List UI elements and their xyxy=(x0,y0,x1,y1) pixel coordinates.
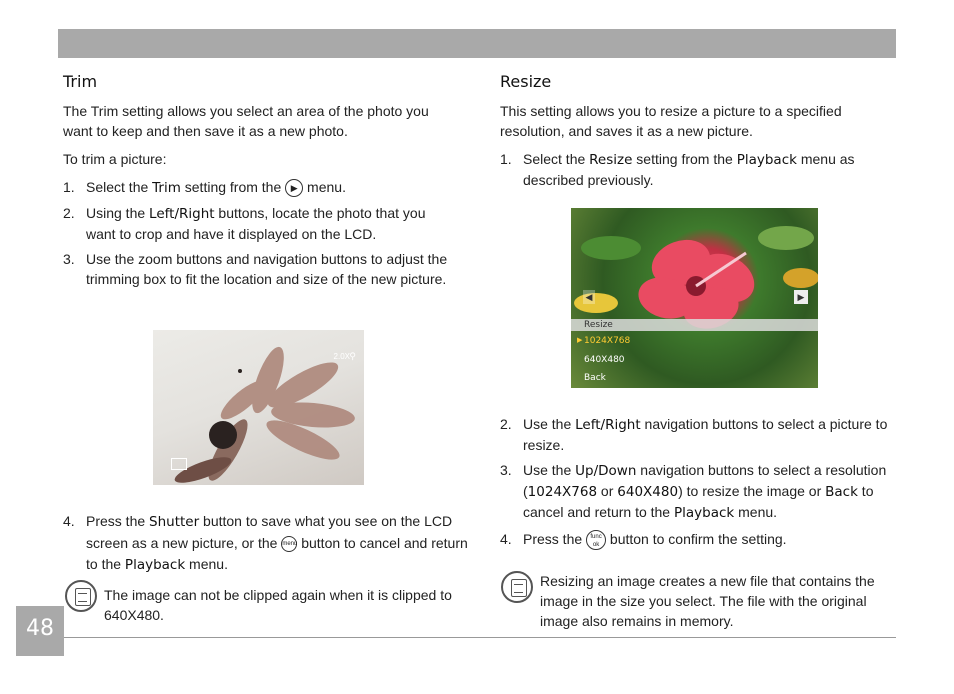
prev-arrow-icon: ◀ xyxy=(583,290,595,304)
trim-step-1: 1. Select the Trim setting from the ▶ menu. xyxy=(63,179,346,196)
note-icon xyxy=(65,580,97,612)
resize-step-3: 3. Use the Up/Down navigation buttons to select a resolution (1024X768 or 640X480) to resize the image or Back to cancel and return to the Playback menu. xyxy=(500,462,887,521)
resize-option[interactable]: 640X480 xyxy=(584,355,625,365)
resize-step-4: 4. Press the func ok button to confirm the setting. xyxy=(500,531,787,549)
trim-lead: To trim a picture: xyxy=(63,151,167,167)
next-arrow-icon: ▶ xyxy=(794,290,808,304)
resize-menu xyxy=(571,319,818,388)
trim-step-2: 2. Using the Left/Right buttons, locate the photo that you want to crop and have it displayed on the LCD. xyxy=(63,205,426,242)
func-ok-button-icon: func ok xyxy=(586,530,606,550)
trim-step-3: 3. Use the zoom buttons and navigation buttons to adjust the trimming box to fit the location and size of the new picture. xyxy=(63,251,448,287)
zoom-magnifier-icon: ⚲ xyxy=(349,351,356,361)
resize-step-1: 1. Select the Resize setting from the Playback menu as described previously. xyxy=(500,151,855,188)
menu-button-icon: menu xyxy=(281,536,297,552)
header-bar xyxy=(58,29,896,58)
resize-menu-title: Resize xyxy=(584,320,613,330)
footer-divider xyxy=(63,637,896,638)
resize-section xyxy=(500,72,892,195)
trim-title: Trim xyxy=(63,72,98,91)
trim-step-4: 4. Press the Shutter button to save what you see on the LCD screen as a new picture, or the menu button to cancel and return to the Playback menu. xyxy=(63,513,468,573)
resize-example-photo xyxy=(571,208,818,388)
resize-steps-lower xyxy=(500,414,892,555)
resize-option-selected[interactable]: 1024X768 xyxy=(584,336,631,346)
resize-step-2: 2. Use the Left/Right navigation buttons to select a picture to resize. xyxy=(500,416,888,453)
resize-title: Resize xyxy=(500,72,552,91)
trim-intro: The Trim setting allows you select an area of the photo you want to keep and then save it as a new photo. xyxy=(63,103,429,139)
note-icon xyxy=(501,571,533,603)
trim-section xyxy=(63,72,455,294)
resize-intro: This setting allows you to resize a picture to a specified resolution, and saves it as a new picture. xyxy=(500,103,842,139)
trim-example-photo xyxy=(153,330,364,485)
resize-option-back[interactable]: Back xyxy=(584,373,606,383)
menu-cursor-icon: ▶ xyxy=(577,336,583,344)
playback-button-icon: ▶ xyxy=(285,179,303,197)
page-number: 48 xyxy=(16,606,64,656)
trim-note: The image can not be clipped again when it is clipped to 640X480. xyxy=(104,587,452,623)
resize-note: Resizing an image creates a new file that contains the image in the size you select. The file with the original image also remains in memory. xyxy=(540,573,875,629)
zoom-label: 2.0X xyxy=(333,352,350,361)
trim-frame-icon xyxy=(171,458,187,470)
